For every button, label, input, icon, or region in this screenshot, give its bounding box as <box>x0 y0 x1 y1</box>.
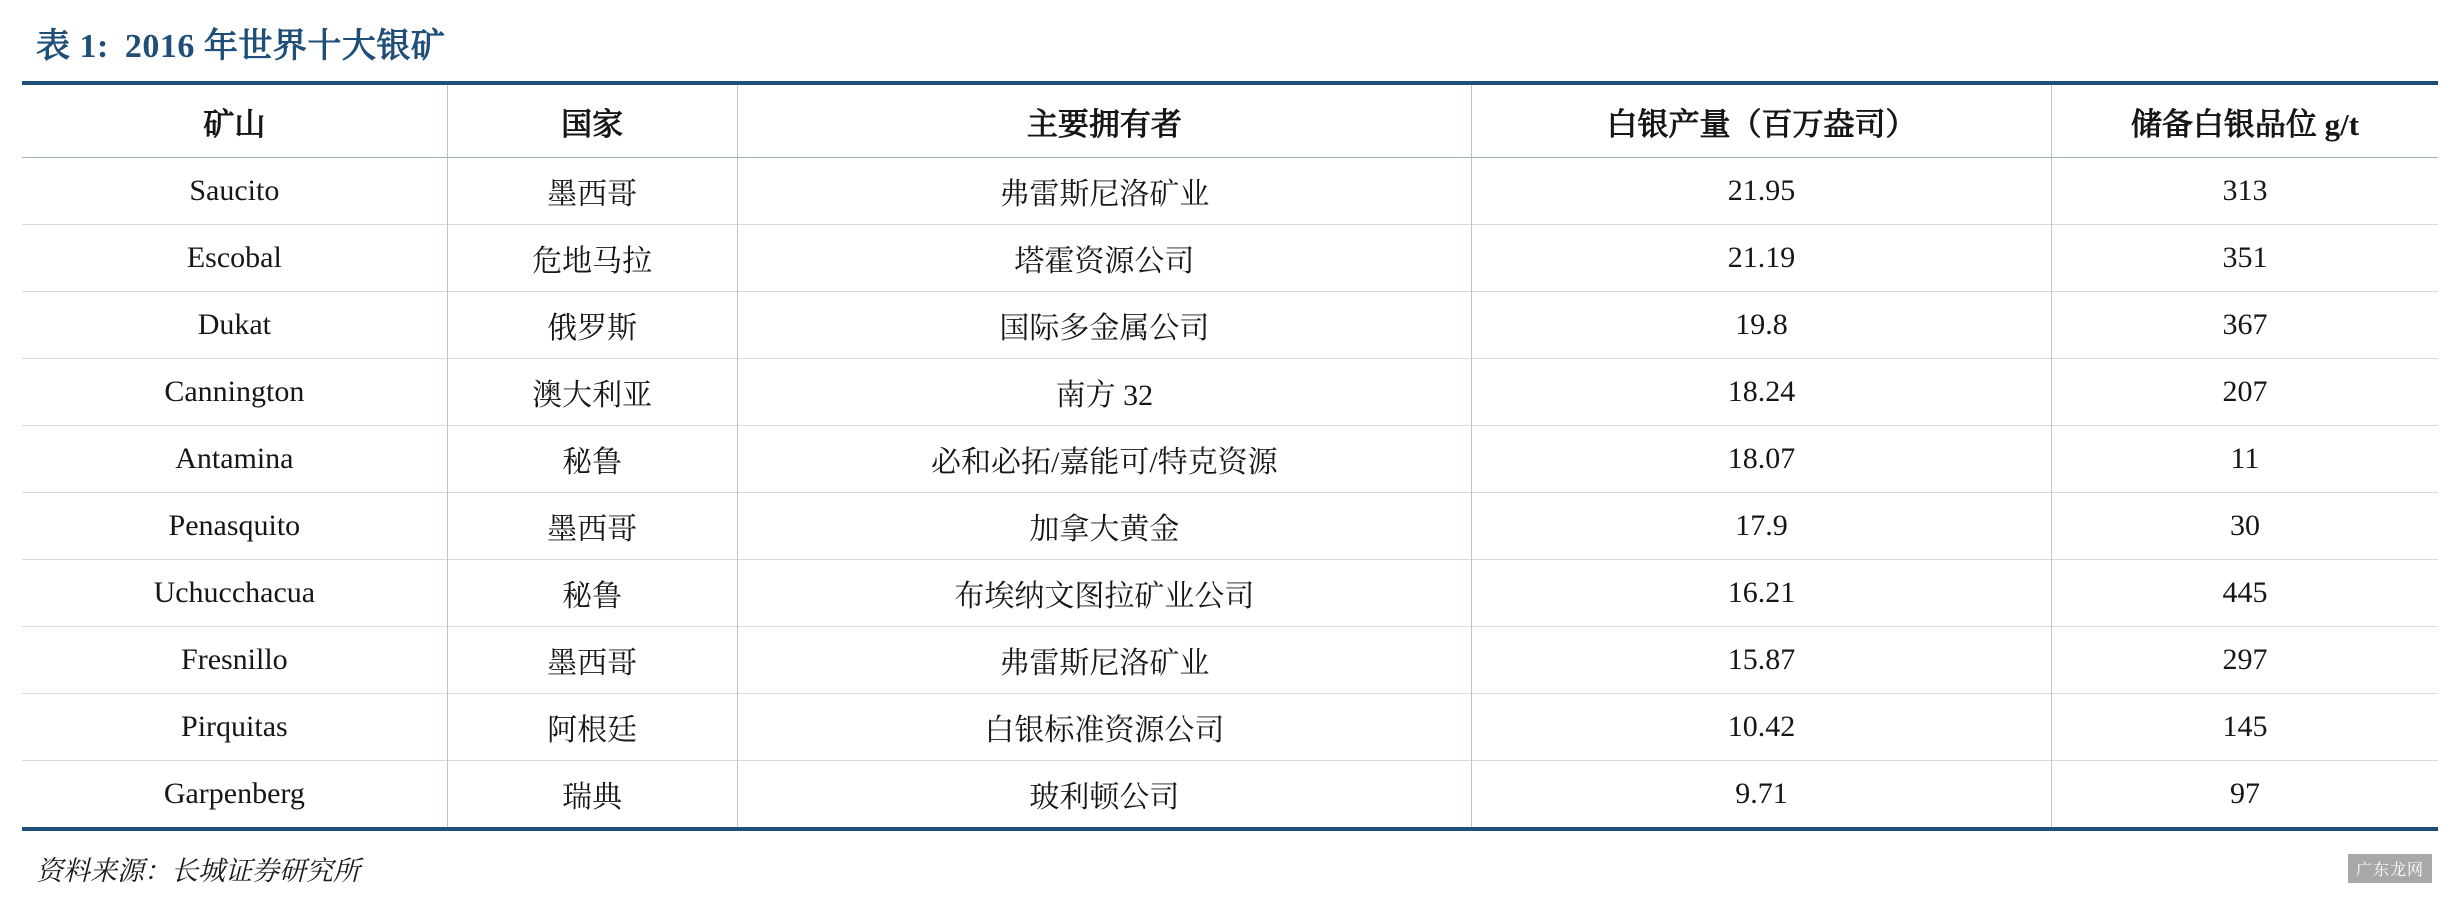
column-header-grade: 储备白银品位 g/t <box>2051 85 2438 158</box>
cell-mine: Saucito <box>22 158 447 225</box>
table-header-row <box>22 85 2438 158</box>
cell-output: 21.95 <box>1472 158 2052 225</box>
table-row <box>22 694 2438 761</box>
figure-footer <box>22 831 2438 888</box>
column-header-country: 国家 <box>447 85 737 158</box>
cell-owner: 南方 32 <box>737 359 1471 426</box>
cell-country: 澳大利亚 <box>447 359 737 426</box>
cell-country: 墨西哥 <box>447 493 737 560</box>
source-note: 资料来源：长城证券研究所 <box>36 856 360 886</box>
cell-owner: 弗雷斯尼洛矿业 <box>737 158 1471 225</box>
cell-grade: 11 <box>2230 442 2260 475</box>
cell-mine: Uchucchacua <box>22 560 447 627</box>
table-row <box>22 158 2438 225</box>
cell-output: 16.21 <box>1472 560 2052 627</box>
table-row <box>22 493 2438 560</box>
cell-country: 危地马拉 <box>447 225 737 292</box>
watermark: 广东龙网 <box>2348 854 2432 883</box>
cell-grade: 297 <box>2222 643 2268 676</box>
cell-owner: 玻利顿公司 <box>737 761 1471 828</box>
cell-country: 墨西哥 <box>447 158 737 225</box>
cell-mine: Escobal <box>22 225 447 292</box>
cell-grade: 351 <box>2222 241 2268 274</box>
cell-owner: 塔霍资源公司 <box>737 225 1471 292</box>
cell-owner: 布埃纳文图拉矿业公司 <box>737 560 1471 627</box>
cell-output: 21.19 <box>1472 225 2052 292</box>
figure-label: 表 1: <box>36 28 109 65</box>
cell-owner: 弗雷斯尼洛矿业 <box>737 627 1471 694</box>
cell-owner: 国际多金属公司 <box>737 292 1471 359</box>
cell-grade: 97 <box>2229 777 2260 810</box>
cell-country: 瑞典 <box>447 761 737 828</box>
figure-title <box>22 0 2438 85</box>
cell-mine: Garpenberg <box>22 761 447 828</box>
cell-owner: 加拿大黄金 <box>737 493 1471 560</box>
page-title: 2016 年世界十大银矿 <box>124 28 446 65</box>
cell-country: 墨西哥 <box>447 627 737 694</box>
cell-grade: 445 <box>2222 576 2268 609</box>
cell-grade: 207 <box>2222 375 2268 408</box>
table-row <box>22 426 2438 493</box>
cell-mine: Penasquito <box>22 493 447 560</box>
column-header-mine: 矿山 <box>22 85 447 158</box>
cell-output: 18.24 <box>1472 359 2052 426</box>
cell-grade: 313 <box>2222 174 2268 207</box>
cell-grade: 30 <box>2229 509 2260 542</box>
table-row <box>22 359 2438 426</box>
table-row <box>22 225 2438 292</box>
cell-country: 秘鲁 <box>447 426 737 493</box>
cell-country: 阿根廷 <box>447 694 737 761</box>
cell-output: 10.42 <box>1472 694 2052 761</box>
cell-mine: Antamina <box>22 426 447 493</box>
cell-mine: Pirquitas <box>22 694 447 761</box>
column-header-owner: 主要拥有者 <box>737 85 1471 158</box>
table-row <box>22 560 2438 627</box>
table-body <box>22 158 2438 828</box>
cell-country: 秘鲁 <box>447 560 737 627</box>
column-header-output: 白银产量（百万盎司） <box>1472 85 2052 158</box>
cell-mine: Dukat <box>22 292 447 359</box>
table-row <box>22 627 2438 694</box>
cell-owner: 必和必拓/嘉能可/特克资源 <box>737 426 1471 493</box>
cell-country: 俄罗斯 <box>447 292 737 359</box>
cell-output: 18.07 <box>1472 426 2052 493</box>
cell-mine: Cannington <box>22 359 447 426</box>
table-header <box>22 85 2438 158</box>
table-row <box>22 761 2438 828</box>
table-row <box>22 292 2438 359</box>
cell-output: 17.9 <box>1472 493 2052 560</box>
cell-output: 15.87 <box>1472 627 2052 694</box>
cell-mine: Fresnillo <box>22 627 447 694</box>
cell-output: 9.71 <box>1472 761 2052 828</box>
data-table <box>22 85 2438 827</box>
cell-owner: 白银标准资源公司 <box>737 694 1471 761</box>
cell-output: 19.8 <box>1472 292 2052 359</box>
cell-grade: 367 <box>2222 308 2268 341</box>
cell-grade: 145 <box>2222 710 2268 743</box>
